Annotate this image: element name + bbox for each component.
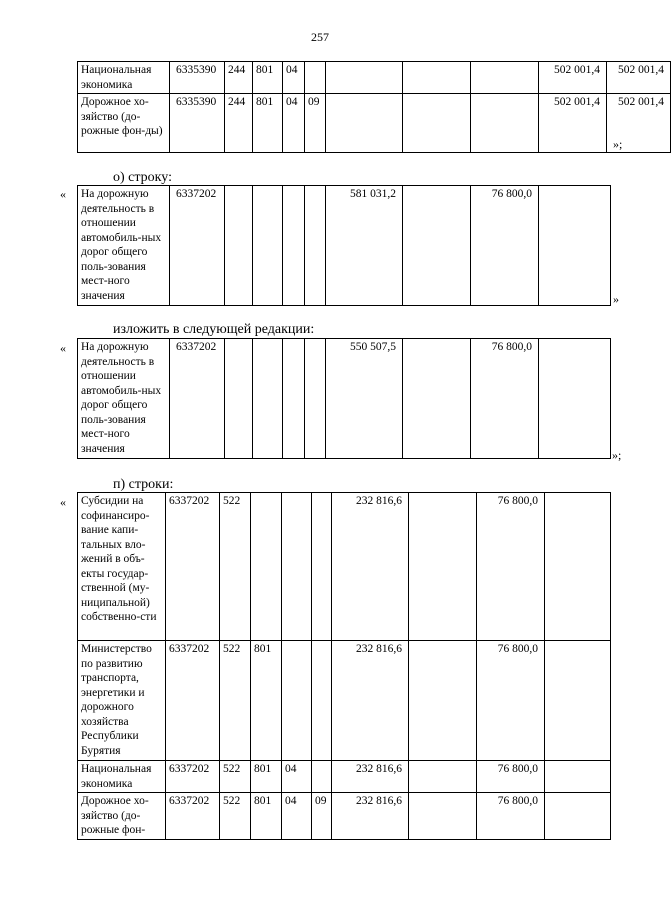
table-cell: 09 [312,793,332,840]
table-cell [312,493,332,641]
table-cell: 801 [251,793,282,840]
table-cell [471,94,539,153]
empty-cell [253,186,283,306]
table-cell: 244 [225,62,253,94]
table-cell: 801 [251,641,282,761]
table-row [78,793,611,840]
table-cell: Национальная экономика [78,761,166,793]
table-cell [471,62,539,94]
table-row [78,62,671,94]
empty-cell [539,339,611,459]
empty-cell [545,493,611,641]
empty-cell [545,761,611,793]
table-cell: 522 [220,641,251,761]
table-cell: 6335390 [170,94,225,153]
table-cell [312,641,332,761]
table-cell: 502 001,4 [607,94,671,153]
table-cell: 6335390 [170,62,225,94]
table-cell: 244 [225,94,253,153]
caption-p: п) строки: [113,477,174,492]
table-cell: 550 507,5 [326,339,403,459]
table-cell: 232 816,6 [332,761,409,793]
empty-cell [283,339,305,459]
table-cell: 232 816,6 [332,641,409,761]
table-cell [305,62,326,94]
table-cell: 04 [283,94,305,153]
empty-cell [539,186,611,306]
table-cell: 04 [282,793,312,840]
open-quote: « [60,341,66,355]
table-cell: 76 800,0 [471,339,539,459]
table-cell: Субсидии на софинансиро-вание капи-тальных вло-жений в объ-екты государ-ственной (му-ниципальной) собственно-сти [78,493,166,641]
table-cell: 76 800,0 [477,641,545,761]
empty-cell [545,793,611,840]
table-cell [282,493,312,641]
empty-cell [283,186,305,306]
table-cell [312,761,332,793]
table-cell [403,94,471,153]
table-block-2 [77,185,611,306]
table-cell: На дорожную деятельность в отношении автомобиль-ных дорог общего поль-зования мест-ного значения [78,186,170,306]
empty-cell [409,641,477,761]
table-row [78,761,611,793]
table-cell: 801 [251,761,282,793]
table-cell: На дорожную деятельность в отношении автомобиль-ных дорог общего поль-зования мест-ного значения [78,339,170,459]
table-cell: Национальная экономика [78,62,170,94]
table-cell: 801 [253,62,283,94]
table-row [78,186,611,306]
table-cell: 581 031,2 [326,186,403,306]
table-cell: 6337202 [166,493,220,641]
table-cell: 502 001,4 [539,62,607,94]
table-cell: 04 [283,62,305,94]
table-cell: 76 800,0 [477,793,545,840]
table-cell: 76 800,0 [477,761,545,793]
table-row [78,641,611,761]
table-cell: 232 816,6 [332,493,409,641]
table-cell: 6337202 [166,793,220,840]
table-cell: 522 [220,793,251,840]
empty-cell [403,339,471,459]
table-block-4 [77,492,611,840]
table-row [78,94,671,153]
table-row [78,493,611,641]
caption-replace: изложить в следующей редакции: [113,322,315,337]
table-cell: 76 800,0 [477,493,545,641]
table-cell [251,493,282,641]
open-quote: « [60,187,66,201]
table-block-3 [77,338,611,459]
table-cell [282,641,312,761]
table-cell: 04 [282,761,312,793]
table-row [78,339,611,459]
table-cell [403,62,471,94]
empty-cell [225,186,253,306]
table-cell: 6337202 [170,339,225,459]
table-cell: 502 001,4 [539,94,607,153]
table-cell: 522 [220,493,251,641]
empty-cell [409,493,477,641]
caption-o: о) строку: [113,170,172,185]
table-cell: Дорожное хо-зяйство (до-рожные фон- [78,793,166,840]
table-cell: 09 [305,94,326,153]
empty-cell [545,641,611,761]
empty-cell [403,186,471,306]
empty-cell [225,339,253,459]
table-cell: 801 [253,94,283,153]
table-cell: 502 001,4 [607,62,671,94]
page-number: 257 [311,30,329,44]
table-cell [326,62,403,94]
table-cell: 6337202 [166,641,220,761]
table-cell: 6337202 [166,761,220,793]
close-quote: »; [612,448,622,462]
empty-cell [305,186,326,306]
table-cell: 6337202 [170,186,225,306]
empty-cell [409,793,477,840]
close-quote: » [613,292,619,306]
table-block-1 [77,61,671,153]
empty-cell [409,761,477,793]
empty-cell [253,339,283,459]
close-quote: »; [613,137,623,151]
table-cell: 76 800,0 [471,186,539,306]
table-cell: 522 [220,761,251,793]
table-cell: Министерство по развитию транспорта, энергетики и дорожного хозяйства Республики Бурятия [78,641,166,761]
open-quote: « [60,495,66,509]
empty-cell [305,339,326,459]
table-cell: Дорожное хо-зяйство (до-рожные фон-ды) [78,94,170,153]
table-cell: 232 816,6 [332,793,409,840]
table-cell [326,94,403,153]
